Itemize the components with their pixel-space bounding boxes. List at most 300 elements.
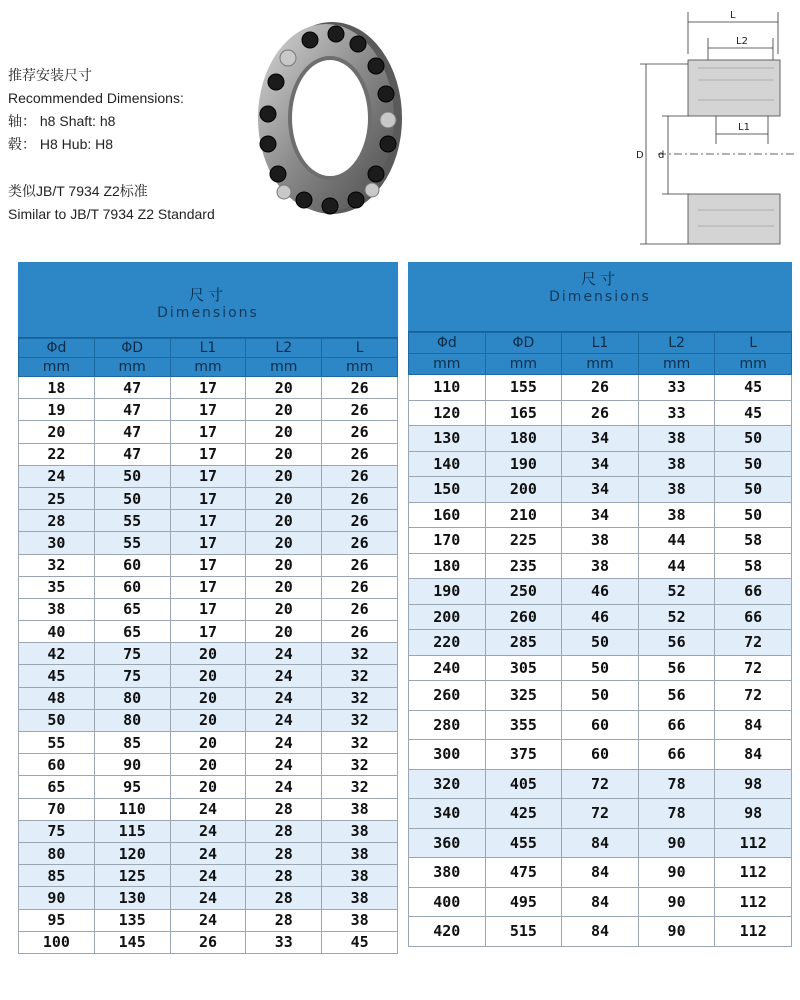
table-cell: 20: [170, 776, 246, 798]
table-row: [19, 465, 398, 487]
table-cell: 220: [409, 630, 486, 656]
table-cell: 34: [562, 451, 639, 477]
table-cell: 72: [715, 681, 792, 711]
table-cell: 38: [638, 426, 715, 452]
table-row: [409, 828, 792, 858]
table-cell: 90: [19, 887, 95, 909]
table-cell: 235: [485, 553, 562, 579]
table-cell: 20: [246, 576, 322, 598]
right-data-table: [408, 332, 792, 947]
left-data-table: [18, 338, 398, 954]
table-cell: 50: [715, 451, 792, 477]
table-row: [19, 598, 398, 620]
table-cell: 24: [246, 709, 322, 731]
table-cell: 72: [562, 799, 639, 829]
label-D: D: [636, 150, 644, 161]
table-title-left: [18, 262, 398, 338]
table-row: [19, 931, 398, 953]
table-cell: 75: [19, 820, 95, 842]
table-row: [409, 579, 792, 605]
table-cell: 24: [170, 842, 246, 864]
table-cell: 20: [246, 598, 322, 620]
table-cell: 495: [485, 887, 562, 917]
table-cell: 98: [715, 799, 792, 829]
table-cell: 250: [485, 579, 562, 605]
table-row: [19, 709, 398, 731]
table-cell: 26: [562, 375, 639, 401]
table-cell: 47: [94, 377, 170, 399]
unit-cell: mm: [562, 354, 639, 375]
table-cell: 20: [246, 532, 322, 554]
unit-cell: mm: [715, 354, 792, 375]
table-cell: 100: [19, 931, 95, 953]
col-header: L: [715, 333, 792, 354]
unit-cell: mm: [94, 358, 170, 377]
table-cell: 280: [409, 710, 486, 740]
table-cell: 140: [409, 451, 486, 477]
table-cell: 455: [485, 828, 562, 858]
table-cell: 17: [170, 532, 246, 554]
table-cell: 38: [322, 887, 398, 909]
table-cell: 50: [19, 709, 95, 731]
table-cell: 80: [94, 687, 170, 709]
table-cell: 26: [322, 554, 398, 576]
title-cn: 尺寸: [580, 270, 619, 288]
table-cell: 19: [19, 399, 95, 421]
table-cell: 165: [485, 400, 562, 426]
table-cell: 375: [485, 740, 562, 770]
table-row: [19, 665, 398, 687]
table-cell: 26: [322, 510, 398, 532]
dimension-drawing: [628, 4, 796, 254]
table-cell: 38: [322, 842, 398, 864]
table-cell: 28: [246, 887, 322, 909]
table-cell: 200: [485, 477, 562, 503]
table-cell: 52: [638, 604, 715, 630]
table-cell: 98: [715, 769, 792, 799]
table-cell: 160: [409, 502, 486, 528]
table-cell: 80: [94, 709, 170, 731]
table-cell: 180: [485, 426, 562, 452]
unit-row: [409, 354, 792, 375]
table-cell: 17: [170, 421, 246, 443]
table-cell: 38: [322, 909, 398, 931]
table-row: [19, 532, 398, 554]
title-en: Dimensions: [549, 289, 651, 305]
table-cell: 34: [562, 502, 639, 528]
table-cell: 28: [246, 909, 322, 931]
hub-tolerance: 毂： H8 Hub: H8: [8, 136, 114, 152]
table-cell: 72: [562, 769, 639, 799]
table-cell: 38: [322, 798, 398, 820]
table-cell: 26: [322, 399, 398, 421]
table-cell: 120: [94, 842, 170, 864]
table-cell: 78: [638, 769, 715, 799]
table-cell: 17: [170, 465, 246, 487]
table-cell: 35: [19, 576, 95, 598]
table-row: [19, 887, 398, 909]
table-cell: 405: [485, 769, 562, 799]
table-row: [19, 576, 398, 598]
table-row: [409, 858, 792, 888]
table-cell: 38: [322, 820, 398, 842]
table-cell: 50: [562, 655, 639, 681]
table-row: [409, 528, 792, 554]
table-cell: 135: [94, 909, 170, 931]
unit-cell: mm: [19, 358, 95, 377]
table-cell: 24: [246, 643, 322, 665]
table-cell: 32: [322, 776, 398, 798]
table-cell: 44: [638, 553, 715, 579]
table-row: [409, 887, 792, 917]
table-cell: 66: [638, 740, 715, 770]
table-cell: 72: [715, 630, 792, 656]
table-cell: 45: [715, 400, 792, 426]
table-cell: 58: [715, 528, 792, 554]
table-cell: 26: [322, 487, 398, 509]
table-row: [19, 776, 398, 798]
table-cell: 425: [485, 799, 562, 829]
table-row: [409, 400, 792, 426]
table-cell: 17: [170, 576, 246, 598]
table-cell: 38: [638, 502, 715, 528]
table-cell: 190: [485, 451, 562, 477]
table-row: [409, 681, 792, 711]
table-cell: 380: [409, 858, 486, 888]
table-cell: 340: [409, 799, 486, 829]
shaft-tolerance: 轴： h8 Shaft: h8: [8, 113, 116, 129]
table-cell: 50: [94, 487, 170, 509]
dimensions-table-right: [408, 262, 792, 947]
table-row: [19, 687, 398, 709]
table-row: [19, 909, 398, 931]
table-cell: 50: [715, 502, 792, 528]
table-cell: 78: [638, 799, 715, 829]
table-cell: 17: [170, 510, 246, 532]
table-row: [409, 375, 792, 401]
table-cell: 84: [562, 858, 639, 888]
table-row: [19, 643, 398, 665]
table-cell: 34: [562, 477, 639, 503]
table-row: [409, 799, 792, 829]
table-cell: 90: [638, 858, 715, 888]
label-L1: L1: [738, 122, 750, 133]
table-cell: 47: [94, 443, 170, 465]
table-cell: 38: [638, 477, 715, 503]
table-cell: 38: [562, 528, 639, 554]
title-en: Dimensions: [157, 305, 259, 321]
table-cell: 150: [409, 477, 486, 503]
table-cell: 90: [638, 828, 715, 858]
table-cell: 112: [715, 917, 792, 947]
table-cell: 55: [94, 532, 170, 554]
table-row: [409, 769, 792, 799]
table-cell: 20: [246, 443, 322, 465]
table-cell: 225: [485, 528, 562, 554]
table-cell: 75: [94, 665, 170, 687]
table-cell: 17: [170, 399, 246, 421]
table-cell: 50: [715, 477, 792, 503]
table-row: [19, 865, 398, 887]
table-cell: 32: [322, 732, 398, 754]
table-cell: 24: [170, 865, 246, 887]
table-cell: 32: [322, 643, 398, 665]
table-cell: 240: [409, 655, 486, 681]
column-header-row: [19, 339, 398, 358]
table-cell: 60: [19, 754, 95, 776]
table-cell: 95: [94, 776, 170, 798]
unit-cell: mm: [638, 354, 715, 375]
table-cell: 305: [485, 655, 562, 681]
table-cell: 20: [246, 465, 322, 487]
table-cell: 20: [246, 399, 322, 421]
table-row: [409, 426, 792, 452]
table-cell: 112: [715, 828, 792, 858]
table-cell: 60: [94, 576, 170, 598]
table-cell: 20: [170, 709, 246, 731]
table-cell: 60: [562, 710, 639, 740]
label-L: L: [730, 10, 736, 21]
table-cell: 112: [715, 858, 792, 888]
table-cell: 355: [485, 710, 562, 740]
table-cell: 65: [94, 621, 170, 643]
recommended-en: Recommended Dimensions:: [8, 90, 184, 106]
table-cell: 20: [246, 421, 322, 443]
table-cell: 46: [562, 604, 639, 630]
table-cell: 24: [19, 465, 95, 487]
table-cell: 20: [246, 554, 322, 576]
table-cell: 110: [409, 375, 486, 401]
table-row: [19, 798, 398, 820]
table-cell: 84: [562, 887, 639, 917]
table-cell: 170: [409, 528, 486, 554]
table-row: [19, 820, 398, 842]
table-cell: 24: [246, 687, 322, 709]
table-row: [409, 451, 792, 477]
table-cell: 26: [322, 621, 398, 643]
table-cell: 26: [322, 465, 398, 487]
unit-cell: mm: [485, 354, 562, 375]
label-L2: L2: [736, 36, 748, 47]
table-cell: 475: [485, 858, 562, 888]
col-header: L: [322, 339, 398, 358]
table-cell: 38: [19, 598, 95, 620]
table-row: [409, 502, 792, 528]
table-cell: 24: [170, 820, 246, 842]
table-cell: 515: [485, 917, 562, 947]
table-cell: 28: [246, 820, 322, 842]
table-cell: 360: [409, 828, 486, 858]
standard-en: Similar to JB/T 7934 Z2 Standard: [8, 206, 215, 222]
table-cell: 56: [638, 630, 715, 656]
recommended-cn: 推荐安装尺寸: [8, 67, 92, 83]
table-cell: 26: [322, 598, 398, 620]
table-cell: 17: [170, 554, 246, 576]
table-cell: 17: [170, 487, 246, 509]
table-cell: 130: [409, 426, 486, 452]
table-cell: 66: [715, 579, 792, 605]
col-header: Φd: [409, 333, 486, 354]
table-cell: 50: [94, 465, 170, 487]
table-row: [19, 621, 398, 643]
table-cell: 26: [322, 421, 398, 443]
table-row: [19, 732, 398, 754]
table-cell: 26: [322, 532, 398, 554]
unit-row: [19, 358, 398, 377]
table-row: [19, 754, 398, 776]
table-cell: 84: [715, 710, 792, 740]
col-header: L1: [562, 333, 639, 354]
table-cell: 115: [94, 820, 170, 842]
table-cell: 20: [246, 510, 322, 532]
table-cell: 26: [322, 443, 398, 465]
table-cell: 28: [246, 865, 322, 887]
table-cell: 210: [485, 502, 562, 528]
table-cell: 285: [485, 630, 562, 656]
table-cell: 72: [715, 655, 792, 681]
table-cell: 65: [94, 598, 170, 620]
column-header-row: [409, 333, 792, 354]
table-cell: 300: [409, 740, 486, 770]
table-cell: 155: [485, 375, 562, 401]
table-cell: 26: [322, 576, 398, 598]
table-cell: 17: [170, 621, 246, 643]
table-cell: 400: [409, 887, 486, 917]
table-cell: 47: [94, 399, 170, 421]
table-cell: 50: [715, 426, 792, 452]
table-cell: 85: [94, 732, 170, 754]
table-cell: 80: [19, 842, 95, 864]
unit-cell: mm: [246, 358, 322, 377]
table-cell: 30: [19, 532, 95, 554]
table-cell: 45: [322, 931, 398, 953]
table-cell: 28: [246, 842, 322, 864]
table-cell: 45: [715, 375, 792, 401]
table-cell: 56: [638, 681, 715, 711]
table-cell: 325: [485, 681, 562, 711]
table-cell: 112: [715, 887, 792, 917]
table-cell: 38: [562, 553, 639, 579]
table-cell: 90: [638, 917, 715, 947]
unit-cell: mm: [322, 358, 398, 377]
intro-text: [8, 64, 215, 226]
table-cell: 84: [562, 828, 639, 858]
table-cell: 32: [322, 754, 398, 776]
table-cell: 17: [170, 443, 246, 465]
table-cell: 24: [170, 887, 246, 909]
table-cell: 38: [638, 451, 715, 477]
title-cn: 尺寸: [188, 286, 227, 304]
table-row: [409, 740, 792, 770]
table-row: [19, 510, 398, 532]
table-cell: 20: [246, 487, 322, 509]
dimensions-table-left: [18, 262, 398, 954]
table-row: [19, 487, 398, 509]
table-row: [409, 553, 792, 579]
table-row: [19, 554, 398, 576]
table-cell: 48: [19, 687, 95, 709]
table-row: [409, 655, 792, 681]
table-cell: 200: [409, 604, 486, 630]
table-cell: 125: [94, 865, 170, 887]
table-cell: 26: [562, 400, 639, 426]
table-row: [409, 604, 792, 630]
table-cell: 45: [19, 665, 95, 687]
table-cell: 44: [638, 528, 715, 554]
table-cell: 50: [562, 630, 639, 656]
table-row: [409, 477, 792, 503]
table-cell: 32: [19, 554, 95, 576]
table-cell: 56: [638, 655, 715, 681]
col-header: ΦD: [94, 339, 170, 358]
table-row: [19, 842, 398, 864]
table-cell: 20: [170, 643, 246, 665]
table-cell: 55: [94, 510, 170, 532]
table-cell: 90: [94, 754, 170, 776]
table-cell: 32: [322, 709, 398, 731]
table-cell: 18: [19, 377, 95, 399]
table-cell: 52: [638, 579, 715, 605]
table-cell: 33: [638, 375, 715, 401]
table-cell: 130: [94, 887, 170, 909]
table-cell: 24: [170, 798, 246, 820]
table-cell: 20: [170, 754, 246, 776]
table-cell: 33: [638, 400, 715, 426]
table-row: [19, 399, 398, 421]
col-header: L1: [170, 339, 246, 358]
table-title-right: [408, 262, 792, 332]
table-cell: 40: [19, 621, 95, 643]
table-cell: 260: [485, 604, 562, 630]
table-cell: 145: [94, 931, 170, 953]
table-cell: 20: [19, 421, 95, 443]
table-row: [409, 630, 792, 656]
table-cell: 50: [562, 681, 639, 711]
table-cell: 55: [19, 732, 95, 754]
table-cell: 20: [246, 377, 322, 399]
unit-cell: mm: [409, 354, 486, 375]
table-cell: 28: [246, 798, 322, 820]
table-cell: 70: [19, 798, 95, 820]
table-cell: 20: [170, 687, 246, 709]
table-cell: 84: [715, 740, 792, 770]
table-cell: 60: [94, 554, 170, 576]
table-cell: 28: [19, 510, 95, 532]
table-cell: 47: [94, 421, 170, 443]
table-row: [19, 377, 398, 399]
unit-cell: mm: [170, 358, 246, 377]
table-cell: 66: [715, 604, 792, 630]
table-row: [409, 917, 792, 947]
table-cell: 20: [170, 732, 246, 754]
table-cell: 66: [638, 710, 715, 740]
table-cell: 25: [19, 487, 95, 509]
table-cell: 17: [170, 377, 246, 399]
table-cell: 24: [170, 909, 246, 931]
table-cell: 17: [170, 598, 246, 620]
col-header: L2: [246, 339, 322, 358]
col-header: Φd: [19, 339, 95, 358]
table-cell: 75: [94, 643, 170, 665]
table-cell: 260: [409, 681, 486, 711]
col-header: ΦD: [485, 333, 562, 354]
table-cell: 190: [409, 579, 486, 605]
table-cell: 26: [170, 931, 246, 953]
table-cell: 32: [322, 665, 398, 687]
col-header: L2: [638, 333, 715, 354]
table-cell: 32: [322, 687, 398, 709]
table-cell: 26: [322, 377, 398, 399]
